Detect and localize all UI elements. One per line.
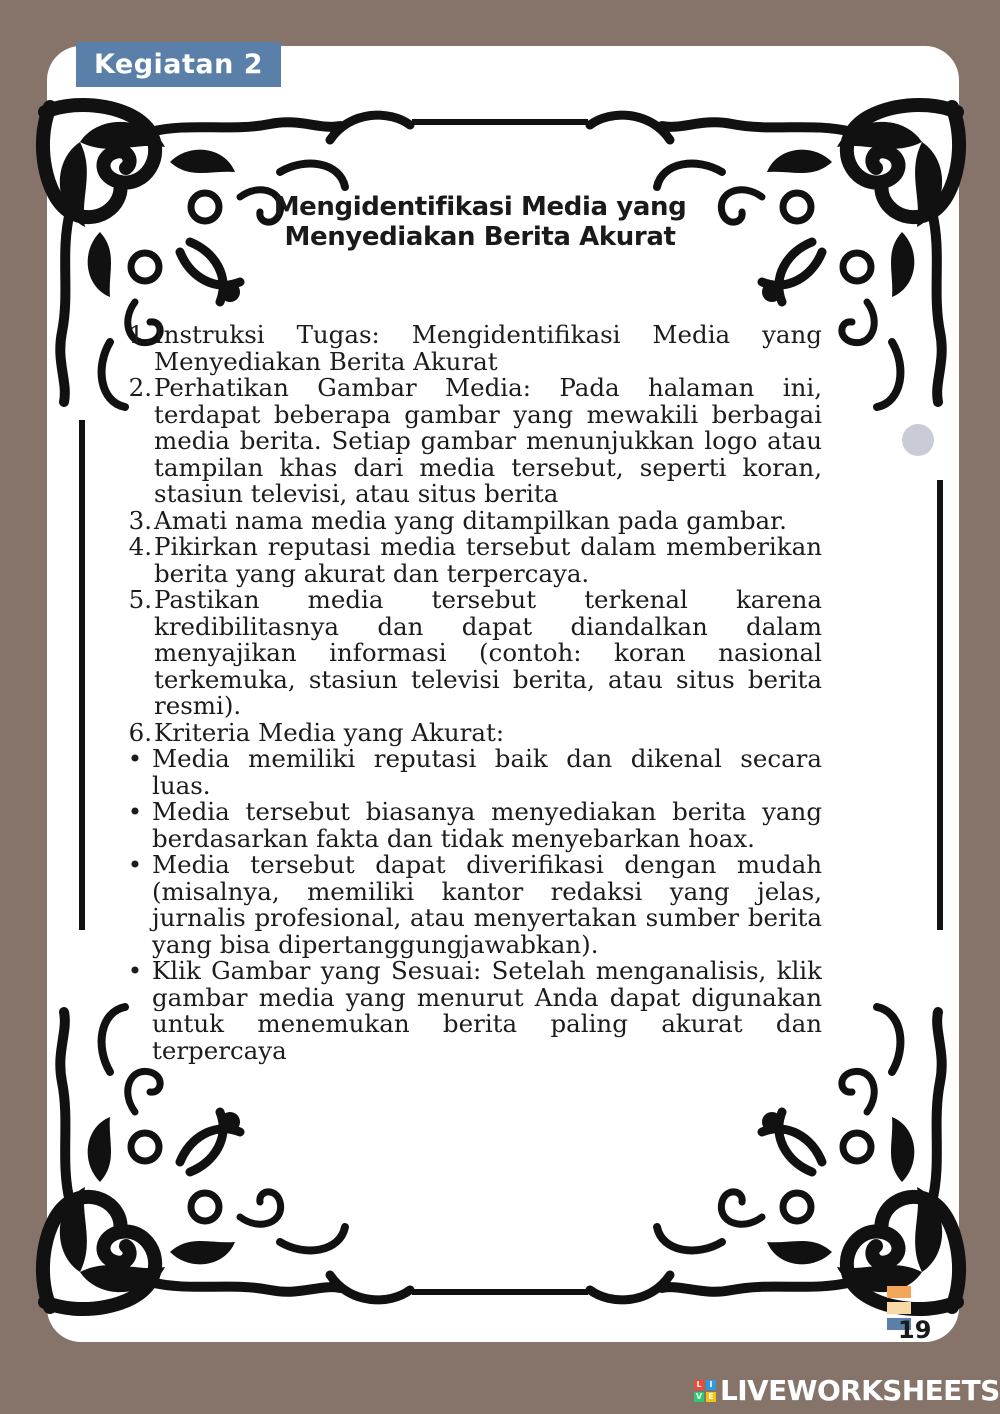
- title-line-2: Menyediakan Berita Akurat: [284, 222, 676, 252]
- item-text: Kriteria Media yang Akurat:: [154, 717, 505, 747]
- swatch-cream: [887, 1302, 911, 1314]
- list-item: [118, 717, 822, 747]
- bullet-text: Media memiliki reputasi baik dan dikenal secara luas.: [152, 744, 822, 800]
- liveworksheets-logo-icon: L I V E: [694, 1380, 716, 1402]
- instruction-list: [118, 322, 822, 1064]
- bullet-item: [118, 958, 822, 1064]
- item-text: Amati nama media yang ditampilkan pada gambar.: [154, 505, 787, 535]
- item-number: 1.: [128, 320, 152, 349]
- bullet-icon: •: [127, 956, 143, 985]
- list-item: [118, 322, 822, 375]
- activity-tag: Kegiatan 2: [76, 42, 281, 87]
- list-item: [118, 587, 822, 720]
- item-number: 2.: [128, 373, 152, 402]
- watermark-text: LIVEWORKSHEETS: [720, 1374, 1000, 1407]
- bullet-item: [118, 746, 822, 799]
- swatch-orange: [887, 1286, 911, 1298]
- item-text: Perhatikan Gambar Media: Pada halaman ini, terdapat beberapa gambar yang mewakili berbagai media berita. Setiap gambar menunjukkan logo atau tampilan khas dari media tersebut, seperti koran, stasiun televisi, atau situs berita: [154, 373, 822, 508]
- list-item: [118, 534, 822, 587]
- item-number: 4.: [128, 532, 152, 561]
- item-number: 6.: [128, 717, 152, 747]
- list-item: [118, 375, 822, 508]
- bullet-icon: •: [127, 744, 143, 773]
- item-number: 3.: [128, 505, 152, 535]
- page-number: 19: [898, 1316, 932, 1344]
- list-item: [118, 505, 822, 535]
- item-text: Instruksi Tugas: Mengidentifikasi Media yang Menyediakan Berita Akurat: [154, 320, 822, 376]
- bullet-item: [118, 799, 822, 852]
- bullet-item: [118, 852, 822, 958]
- item-number: 5.: [128, 585, 152, 614]
- bullet-icon: •: [127, 797, 143, 826]
- bullet-text: Media tersebut biasanya menyediakan berita yang berdasarkan fakta dan tidak menyebarkan hoax.: [152, 797, 822, 853]
- title-line-1: Mengidentifikasi Media yang: [273, 192, 687, 222]
- item-text: Pikirkan reputasi media tersebut dalam memberikan berita yang akurat dan terpercaya.: [154, 532, 822, 588]
- bullet-icon: •: [127, 850, 143, 879]
- bullet-text: Klik Gambar yang Sesuai: Setelah menganalisis, klik gambar media yang menurut Anda dapat digunakan untuk menemukan berita paling akurat dan terpercaya: [152, 956, 822, 1065]
- bullet-text: Media tersebut dapat diverifikasi dengan mudah (misalnya, memiliki kantor redaksi yang jelas, jurnalis profesional, atau menyertakan sumber berita yang bisa dipertanggungjawabkan).: [152, 850, 822, 959]
- item-text: Pastikan media tersebut terkenal karena kredibilitasnya dan dapat diandalkan dalam menyajikan informasi (contoh: koran nasional terkemuka, stasiun televisi berita, atau situs berita resmi).: [154, 585, 822, 720]
- page-title: [220, 192, 740, 252]
- liveworksheets-watermark[interactable]: [694, 1374, 1000, 1407]
